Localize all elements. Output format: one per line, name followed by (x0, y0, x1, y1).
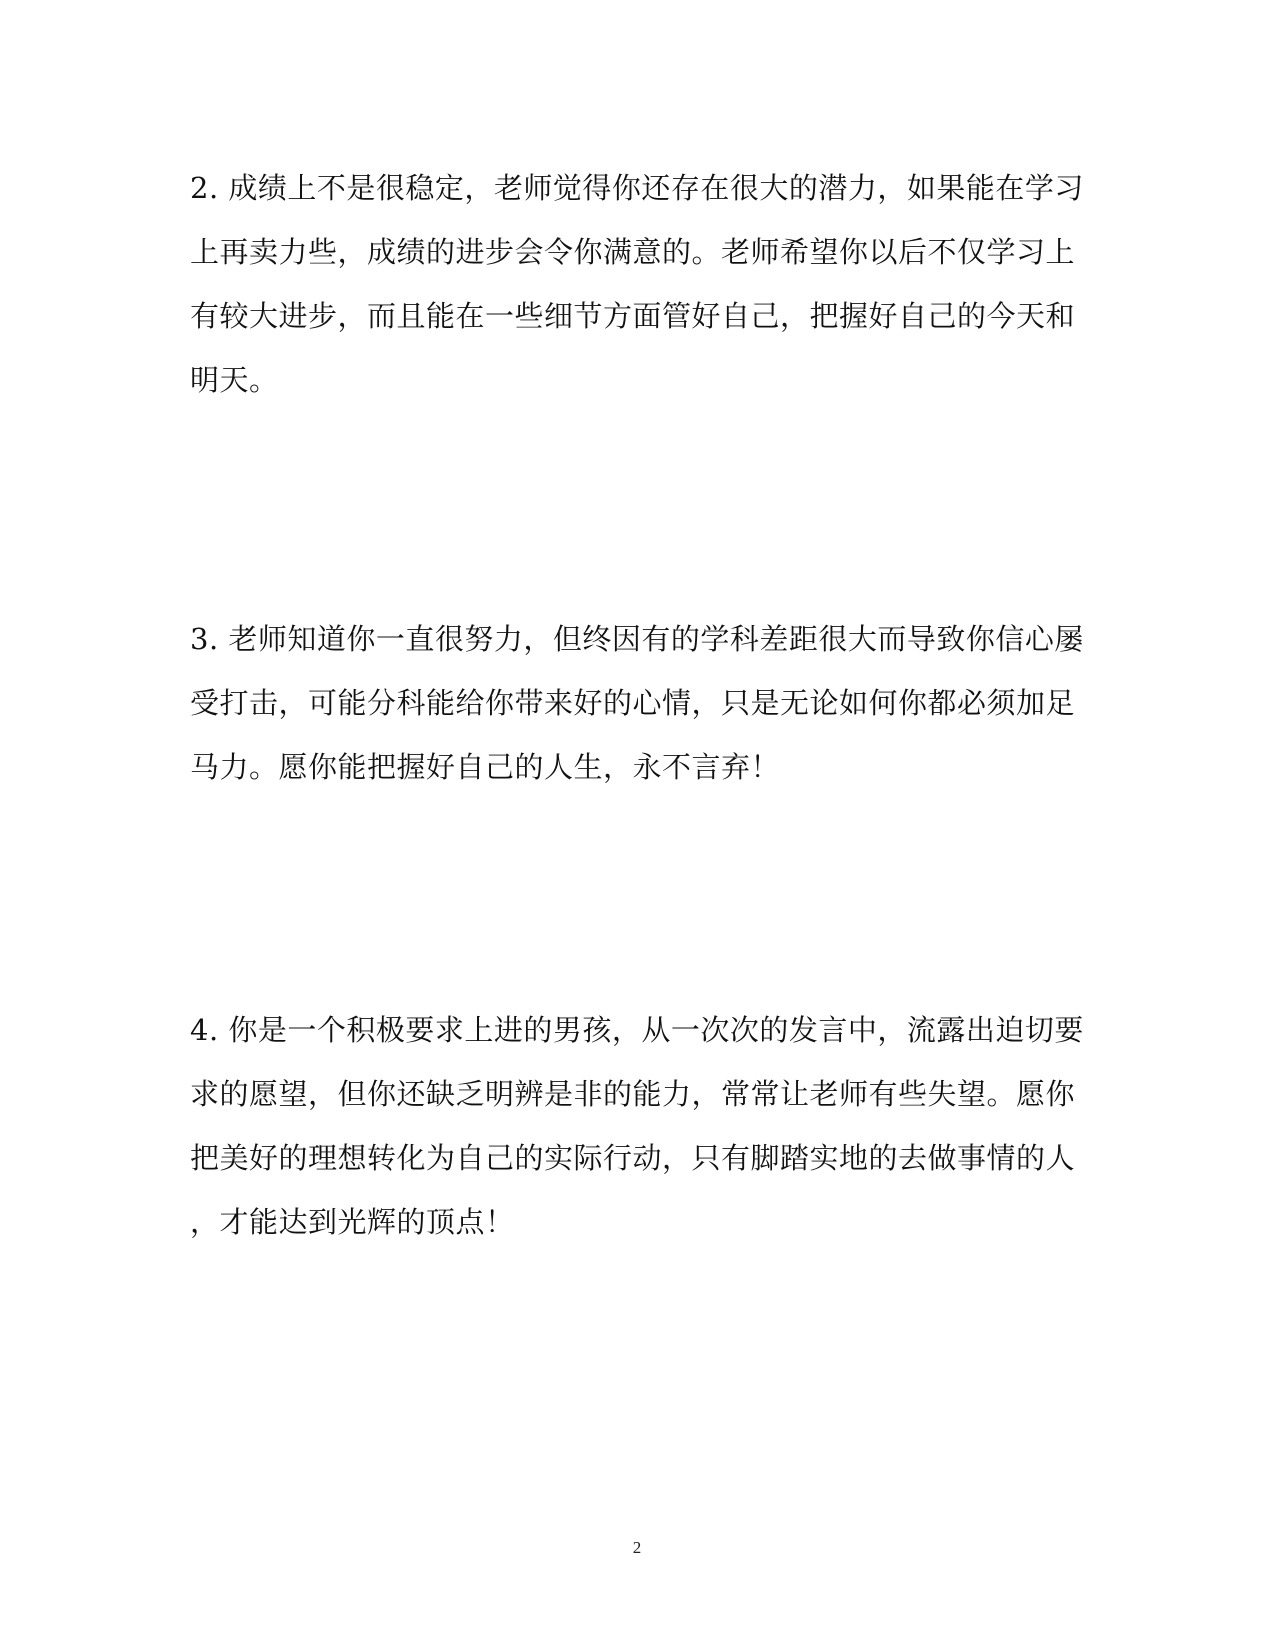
paragraph-line: 上再卖力些，成绩的进步会令你满意的。老师希望你以后不仅学习上 (190, 235, 1076, 269)
paragraph-line: 有较大进步，而且能在一些细节方面管好自己，把握好自己的今天和 (190, 299, 1076, 333)
paragraph-4 (190, 998, 1084, 1254)
paragraph-3 (190, 607, 1084, 799)
paragraph-line: 把美好的理想转化为自己的实际行动，只有脚踏实地的去做事情的人 (190, 1141, 1076, 1175)
paragraph-line: 受打击，可能分科能给你带来好的心情，只是无论如何你都必须加足 (190, 686, 1076, 720)
paragraph-2 (190, 156, 1084, 412)
paragraph-line: 2. 成绩上不是很稳定，老师觉得你还存在很大的潜力，如果能在学习 (190, 171, 1084, 205)
paragraph-line: 明天。 (190, 363, 279, 397)
paragraph-line: 4. 你是一个积极要求上进的男孩，从一次次的发言中，流露出迫切要 (190, 1013, 1084, 1047)
paragraph-line: 3. 老师知道你一直很努力，但终因有的学科差距很大而导致你信心屡 (190, 622, 1084, 656)
paragraph-line: ，才能达到光辉的顶点！ (190, 1205, 515, 1239)
page-number: 2 (632, 1538, 642, 1557)
paragraph-line: 马力。愿你能把握好自己的人生，永不言弃！ (190, 750, 781, 784)
paragraph-line: 求的愿望，但你还缺乏明辨是非的能力，常常让老师有些失望。愿你 (190, 1077, 1076, 1111)
